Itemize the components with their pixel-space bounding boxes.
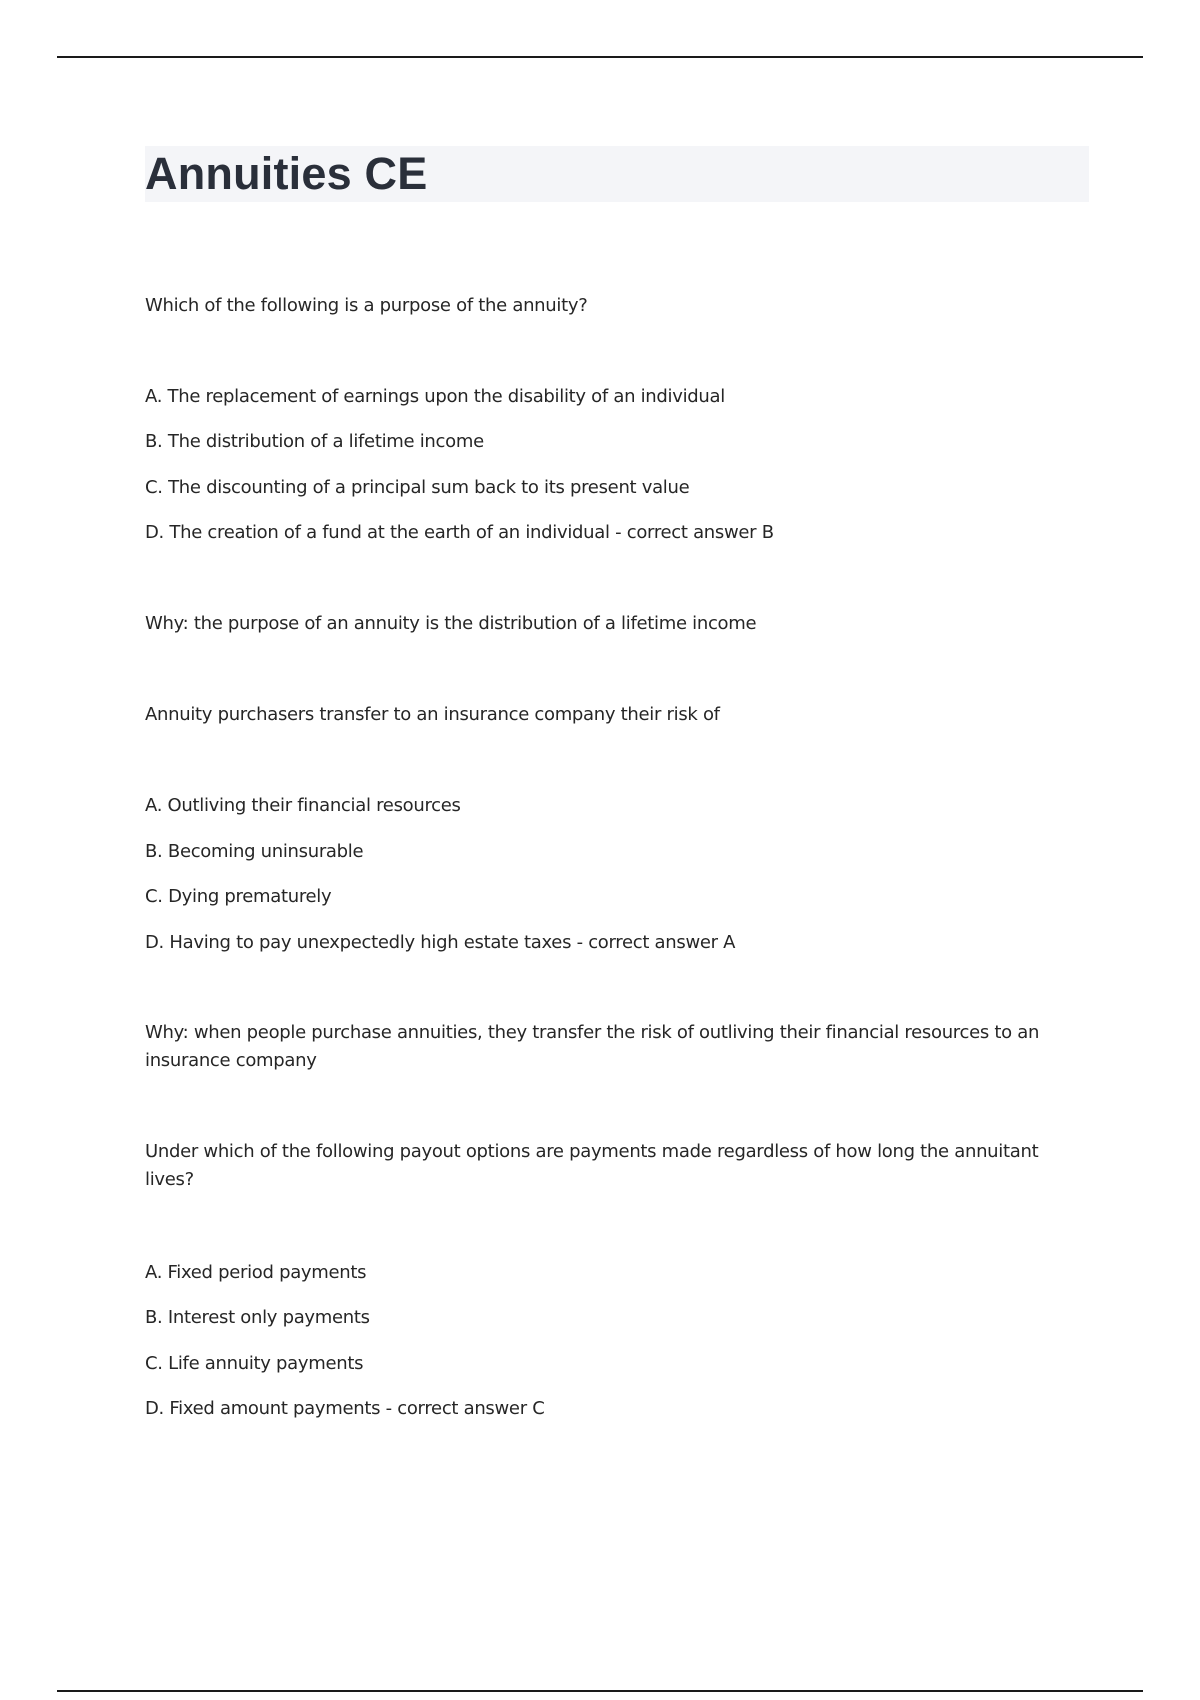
question-3-option-c: C. Life annuity payments xyxy=(145,1353,364,1374)
question-1-option-a: A. The replacement of earnings upon the disability of an individual xyxy=(145,386,725,407)
question-1-option-d: D. The creation of a fund at the earth of an individual - correct answer B xyxy=(145,522,774,543)
question-1-explanation: Why: the purpose of an annuity is the distribution of a lifetime income xyxy=(145,613,757,634)
question-1-text: Which of the following is a purpose of the annuity? xyxy=(145,295,588,316)
question-2-option-c: C. Dying prematurely xyxy=(145,886,332,907)
question-2-option-d: D. Having to pay unexpectedly high estate taxes - correct answer A xyxy=(145,932,736,953)
question-1-option-b: B. The distribution of a lifetime income xyxy=(145,431,484,452)
question-3-option-d: D. Fixed amount payments - correct answer C xyxy=(145,1398,545,1419)
question-2-option-b: B. Becoming uninsurable xyxy=(145,841,364,862)
top-rule xyxy=(57,56,1143,58)
question-1-option-c: C. The discounting of a principal sum back to its present value xyxy=(145,477,690,498)
question-3-option-a: A. Fixed period payments xyxy=(145,1262,367,1283)
question-3-option-b: B. Interest only payments xyxy=(145,1307,370,1328)
question-2-option-a: A. Outliving their financial resources xyxy=(145,795,461,816)
document-title: Annuities CE xyxy=(145,148,428,199)
question-3-text: Under which of the following payout options are payments made regardless of how long the annuitant lives? xyxy=(145,1141,1039,1190)
bottom-rule xyxy=(57,1690,1143,1692)
question-2-text: Annuity purchasers transfer to an insurance company their risk of xyxy=(145,704,720,725)
question-2-explanation: Why: when people purchase annuities, they transfer the risk of outliving their financial resources to an insurance company xyxy=(145,1022,1040,1071)
